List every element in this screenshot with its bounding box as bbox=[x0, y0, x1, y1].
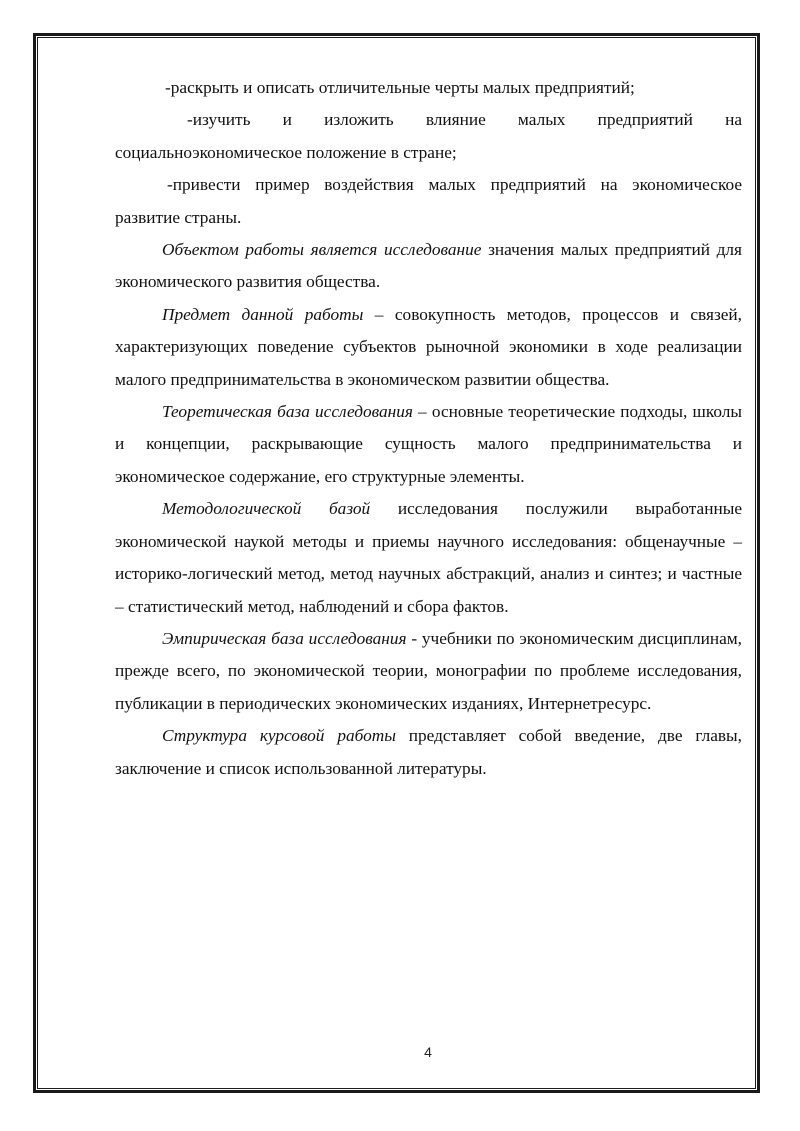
paragraph-text: - учебники по экономическим дисциплинам, прежде всего, по экономической теории, монографии по проблеме исследования, публикации в периодических экономических изданиях, Интернетресурс. bbox=[115, 628, 742, 713]
page-number: 4 bbox=[424, 1044, 432, 1060]
paragraph-lead: Методологической базой bbox=[162, 499, 371, 519]
paragraph-text: -привести пример воздействия малых предприятий на экономическое развитие страны. bbox=[115, 175, 742, 227]
document-body bbox=[115, 72, 742, 785]
paragraph-task-2 bbox=[115, 104, 742, 169]
paragraph-text: представляет собой введение, две главы, заключение и список использованной литературы. bbox=[115, 726, 742, 778]
paragraph-text: исследования послужили выработанные экономической наукой методы и приемы научного исследования: общенаучные – историко-логический метод, метод научных абстракций, анализ и синтез; и частные – статистический метод, наблюдений и сбора фактов. bbox=[115, 499, 742, 616]
paragraph-text: -раскрыть и описать отличительные черты малых предприятий; bbox=[165, 78, 635, 97]
paragraph-empirical-base bbox=[115, 623, 742, 720]
paragraph-task-3 bbox=[115, 169, 742, 234]
paragraph-subject bbox=[115, 299, 742, 396]
paragraph-text: – совокупность методов, процессов и связей, характеризующих поведение субъектов рыночной экономики в ходе реализации малого предпринимательства в экономическом развитии общества. bbox=[115, 304, 743, 389]
paragraph-text: -изучить и изложить влияние малых предприятий на социальноэкономическое положение в стране; bbox=[115, 110, 742, 162]
paragraph-structure bbox=[115, 720, 742, 785]
paragraph-methodology bbox=[115, 493, 742, 623]
paragraph-lead: Теоретическая база исследования bbox=[162, 402, 413, 422]
paragraph-lead: Предмет данной работы bbox=[162, 304, 364, 324]
paragraph-object bbox=[115, 234, 742, 299]
paragraph-lead: Структура курсовой работы bbox=[162, 726, 396, 746]
paragraph-task-1 bbox=[115, 72, 742, 104]
paragraph-lead: Объектом работы является исследование bbox=[162, 240, 482, 260]
paragraph-text: значения малых предприятий для экономического развития общества. bbox=[115, 240, 743, 292]
paragraph-text: – основные теоретические подходы, школы и концепции, раскрывающие сущность малого предпринимательства и экономическое содержание, его структурные элементы. bbox=[115, 402, 742, 486]
paragraph-theory-base bbox=[115, 396, 742, 493]
paragraph-lead: Эмпирическая база исследования bbox=[162, 628, 407, 648]
